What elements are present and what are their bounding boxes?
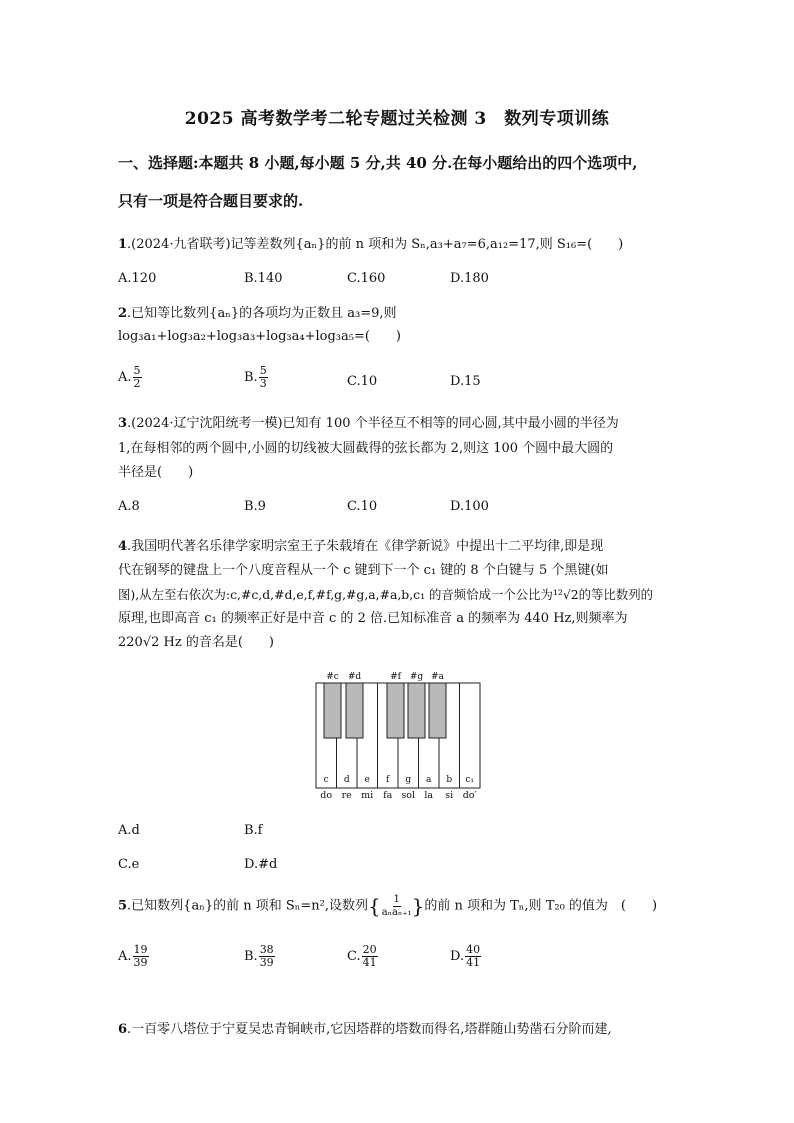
q2-option-a: A. $\frac{5}{2}$ <box>118 364 141 390</box>
white-key-label: d <box>343 775 350 785</box>
solfege-label: fa <box>383 790 393 800</box>
solfege-label: mi <box>361 790 374 800</box>
question-text: .(2024·九省联考)记等差数列{aₙ}的前 n 项和为 Sₙ,a₃+a₇=6,a₁₂=17,则 S₁₆=( ) <box>127 237 624 252</box>
black-key <box>324 683 341 738</box>
q4-option-c: C.e <box>118 857 140 872</box>
black-key-label: #f <box>390 672 401 682</box>
black-key <box>346 683 363 738</box>
q1-option-b: B.140 <box>244 271 283 286</box>
question-6: 6.一百零八塔位于宁夏吴忠青铜峡市,它因塔群的塔数而得名,塔群随山势凿石分阶而建, <box>118 1022 612 1037</box>
question-2 <box>118 303 397 325</box>
solfege-label: do′ <box>462 790 477 800</box>
question-text: .已知等比数列{aₙ}的各项均为正数且 a₃=9,则 <box>127 306 397 321</box>
question-3-line2: 1,在每相邻的两个圆中,小圆的切线被大圆截得的弦长都为 2,则这 100 个圆中最大圆的 <box>118 441 614 456</box>
q2-option-b: B. $\frac{5}{3}$ <box>244 364 267 390</box>
question-number: 6 <box>118 1022 128 1037</box>
black-key-labels <box>326 672 444 682</box>
q3-option-b: B.9 <box>244 499 266 514</box>
question-4-line3: 图),从左至右依次为:c,#c,d,#d,e,f,#f,g,#g,a,#a,b,c₁ 的音频恰成一个公比为¹²√2的等比数列的 <box>118 587 653 602</box>
white-key-label: e <box>364 775 370 785</box>
question-number: 3 <box>118 416 128 431</box>
solfege-label: do <box>320 790 333 800</box>
black-key <box>387 683 404 738</box>
q2-option-c: C.10 <box>347 374 378 389</box>
question-number: 2 <box>118 306 128 321</box>
right-brace: } <box>411 894 425 918</box>
solfege-label: la <box>424 790 434 800</box>
q2-option-d: D.15 <box>450 374 481 389</box>
solfege-label: sol <box>401 790 416 800</box>
piano-keyboard-figure <box>315 668 485 800</box>
q3-option-d: D.100 <box>450 499 489 514</box>
section-heading-line2: 只有一项是符合题目要求的. <box>118 192 304 210</box>
q1-option-c: C.160 <box>347 271 386 286</box>
white-key-label: f <box>386 775 390 785</box>
white-key <box>460 683 481 788</box>
black-key-label: #g <box>409 672 424 682</box>
question-3: 3.(2024·辽宁沈阳统考一模)已知有 100 个半径互不相等的同心圆,其中最小圆的半径为 <box>118 416 619 431</box>
q3-option-c: C.10 <box>347 499 378 514</box>
question-3-line3: 半径是( ) <box>118 465 194 480</box>
q1-option-a: A.120 <box>118 271 157 286</box>
q5-option-b: B. $\frac{38}{39}$ <box>244 943 274 969</box>
question-5: 5.已知数列{aₙ}的前 n 项和 Sₙ=n²,设数列{ $\frac{1}{\text{aₙaₙ₊₁}}$ }的前 n 项和为 Tₙ,则 T₂₀ 的值为 ( ) <box>118 893 658 918</box>
left-brace: { <box>368 894 381 918</box>
q4-option-a: A.d <box>118 823 140 838</box>
solfege-label: re <box>341 790 352 800</box>
q1-option-d: D.180 <box>450 271 489 286</box>
solfege-label: si <box>445 790 454 800</box>
solfege-labels <box>320 790 476 800</box>
white-key-label: a <box>426 775 432 785</box>
black-key <box>429 683 446 738</box>
white-key-label: b <box>446 775 453 785</box>
question-number: 1 <box>118 237 128 252</box>
piano-svg <box>315 668 485 800</box>
white-key-label: c <box>323 775 329 785</box>
question-4-line2: 代在钢琴的键盘上一个八度音程从一个 c 键到下一个 c₁ 键的 8 个白键与 5 个黑键(如 <box>118 563 609 578</box>
black-key-label: #d <box>347 672 362 682</box>
page-title: 2025 高考数学考二轮专题过关检测 3 数列专项训练 <box>184 109 610 129</box>
black-key-label: #c <box>326 672 339 682</box>
question-number: 5 <box>118 898 128 914</box>
q3-option-a: A.8 <box>118 499 140 514</box>
black-key <box>408 683 425 738</box>
question-4-line4: 原理,也即高音 c₁ 的频率正好是中音 c 的 2 倍.已知标准音 a 的频率为 440 Hz,则频率为 <box>118 611 628 626</box>
q5-option-d: D. $\frac{40}{41}$ <box>450 943 481 969</box>
q5-option-c: C. $\frac{20}{41}$ <box>347 943 377 969</box>
white-key-label: c₁ <box>465 775 475 785</box>
question-4-line5: 220√2 Hz 的音名是( ) <box>118 635 274 650</box>
question-1 <box>118 234 623 256</box>
white-key-label: g <box>405 775 412 785</box>
question-2-line2: log₃a₁+log₃a₂+log₃a₃+log₃a₄+log₃a₅=( ) <box>118 329 402 344</box>
section-heading-line1: 一、选择题:本题共 8 小题,每小题 5 分,共 40 分.在每小题给出的四个选项中, <box>118 154 638 172</box>
question-number: 4 <box>118 539 128 554</box>
black-key-label: #a <box>431 672 444 682</box>
q4-option-d: D.#d <box>244 857 278 872</box>
q4-option-b: B.f <box>244 823 263 838</box>
question-4: 4.我国明代著名乐律学家明宗室王子朱载堉在《律学新说》中提出十二平均律,即是现 <box>118 539 604 554</box>
q5-option-a: A. $\frac{19}{39}$ <box>118 943 148 969</box>
